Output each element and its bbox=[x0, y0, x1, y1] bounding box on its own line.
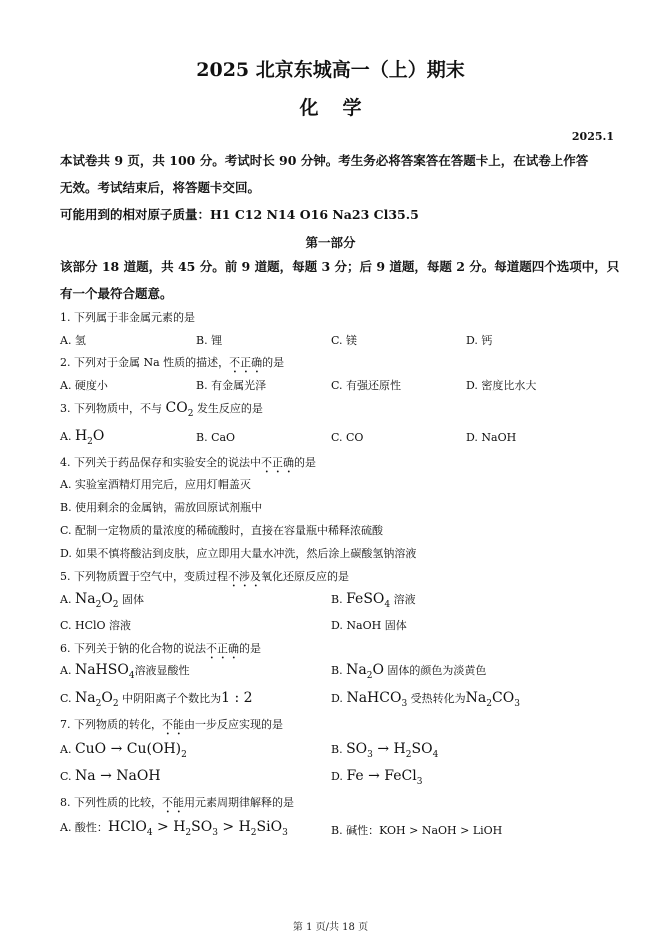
q4-option-b: B. 使用剩余的金属钠，需放回原试剂瓶中 bbox=[60, 501, 263, 514]
q3-option-d: D. NaOH bbox=[466, 431, 517, 444]
q2-option-a: A. 硬度小 bbox=[60, 379, 108, 392]
q2-option-d: D. 密度比水大 bbox=[466, 379, 537, 392]
q2-stem: 2. 下列对于金属 Na 性质的描述，不正确的是 bbox=[60, 356, 285, 369]
q4-option-c: C. 配制一定物质的量浓度的稀硫酸时，直接在容量瓶中稀释浓硫酸 bbox=[60, 524, 384, 537]
q7-option-d: D. Fe → FeCl$_3$ bbox=[331, 768, 423, 787]
q3-option-c: C. CO bbox=[331, 431, 364, 444]
q7-option-c: C. Na → NaOH bbox=[60, 768, 161, 784]
q3-option-a: A. $H_2O$ bbox=[60, 428, 105, 447]
q6-option-a: A. NaHSO$_4$溶液显酸性 bbox=[60, 662, 190, 681]
q5-option-c: C. HClO 溶液 bbox=[60, 619, 132, 632]
q2-option-b: B. 有金属光泽 bbox=[196, 379, 267, 392]
q5-stem: 5. 下列物质置于空气中，变质过程不涉及氧化还原反应的是 bbox=[60, 570, 349, 583]
q3-option-b: B. CaO bbox=[196, 431, 236, 444]
q6-option-c: C. $Na_2O_2$ 中阴阳离子个数比为1 : 2 bbox=[60, 690, 253, 709]
q6-option-b: B. $Na_2O$ 固体的颜色为淡黄色 bbox=[331, 662, 487, 681]
atomic-mass-line: 可能用到的相对原子质量：H1 C12 N14 O16 Na23 Cl35.5 bbox=[60, 207, 419, 222]
q8-stem: 8. 下列性质的比较，不能用元素周期律解释的是 bbox=[60, 796, 294, 809]
q2-option-c: C. 有强还原性 bbox=[331, 379, 402, 392]
q6-option-d: D. NaHCO$_3$ 受热转化为$Na_2CO_3$ bbox=[331, 690, 520, 709]
q8-option-a: A. 酸性：HClO$_4$ > $H_2SO_3 > H_2SiO_3$ bbox=[60, 819, 288, 838]
q1-option-b: B. 锂 bbox=[196, 334, 223, 347]
page-number: 第 1 页/共 18 页 bbox=[292, 922, 369, 933]
instructions-line1: 本试卷共 9 页，共 100 分。考试时长 90 分钟。考生务必将答案答在答题卡上，在试卷上作答 bbox=[60, 153, 589, 168]
subject-title: 化学 bbox=[299, 97, 386, 119]
exam-date: 2025.1 bbox=[571, 130, 614, 143]
q7-option-b: B. $SO_3 \to H_2SO_4$ bbox=[331, 741, 439, 760]
q1-option-d: D. 钙 bbox=[466, 334, 493, 347]
q1-option-c: C. 镁 bbox=[331, 334, 358, 347]
q4-stem: 4. 下列关于药品保存和实验安全的说法中不正确的是 bbox=[60, 456, 316, 469]
instructions-line2: 无效。考试结束后，将答题卡交回。 bbox=[60, 180, 261, 195]
q4-option-d: D. 如果不慎将酸沾到皮肤，应立即用大量水冲洗，然后涂上碳酸氢钠溶液 bbox=[60, 547, 417, 560]
section-desc-line2: 有一个最符合题意。 bbox=[60, 286, 173, 301]
q5-option-b: B. FeSO$_4$ 溶液 bbox=[331, 591, 416, 610]
q7-option-a: A. CuO → $Cu(OH)_2$ bbox=[60, 741, 187, 760]
q8-option-b: B. 碱性：KOH > NaOH > LiOH bbox=[331, 824, 503, 837]
q7-stem: 7. 下列物质的转化，不能由一步反应实现的是 bbox=[60, 718, 283, 731]
q5-option-a: A. $Na_2O_2$ 固体 bbox=[60, 591, 145, 610]
q6-stem: 6. 下列关于钠的化合物的说法不正确的是 bbox=[60, 642, 261, 655]
q5-option-d: D. NaOH 固体 bbox=[331, 619, 407, 632]
page-title: 2025 北京东城高一（上）期末 bbox=[196, 59, 465, 81]
q3-stem: 3. 下列物质中，不与 $CO_2$ 发生反应的是 bbox=[60, 400, 263, 419]
q1-option-a: A. 氢 bbox=[60, 334, 86, 347]
section-title: 第一部分 bbox=[305, 235, 356, 250]
q1-stem: 1. 下列属于非金属元素的是 bbox=[60, 311, 195, 324]
section-desc-line1: 该部分 18 道题，共 45 分。前 9 道题，每题 3 分；后 9 道题，每题 2 分。每道题四个选项中，只 bbox=[60, 259, 620, 274]
q4-option-a: A. 实验室酒精灯用完后，应用灯帽盖灭 bbox=[60, 478, 251, 491]
